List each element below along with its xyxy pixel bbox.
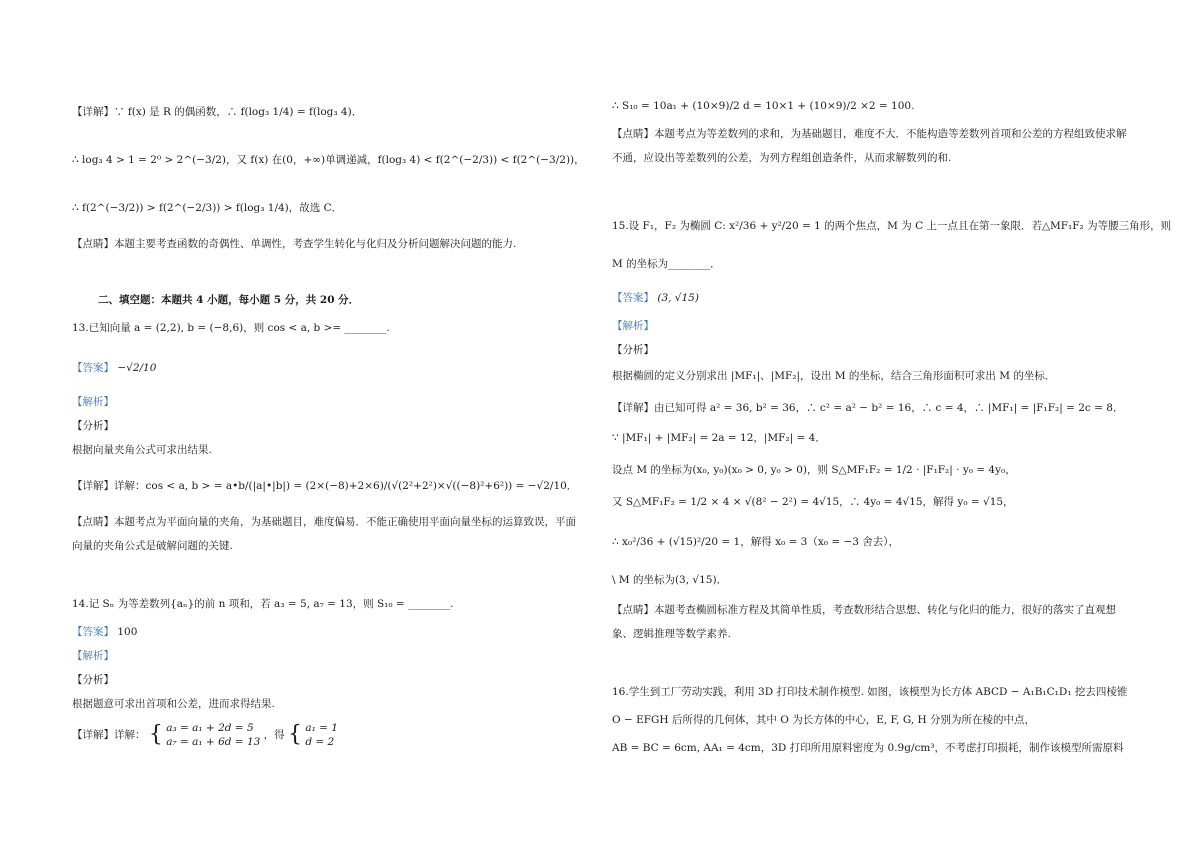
jiexi-label: 【解析】 (72, 650, 114, 662)
q12-detail-line3: ∴ f(2^(−3/2)) > f(2^(−2/3)) > f(log₃ 1/4)，故选 C． (72, 202, 343, 214)
answer-label: 【答案】 (612, 292, 654, 304)
q14-detail-prefix: 【详解】详解： (72, 729, 146, 741)
q15-dianjing-line1: 【点睛】本题考查椭圆标准方程及其简单性质，考查数形结合思想、转化与化归的能力，很好的落实了直观想 (612, 604, 1116, 616)
fenxi-label: 【分析】 (612, 344, 654, 356)
q14-sum-line: ∴ S₁₀ = 10a₁ + (10×9)/2 d = 10×1 + (10×9)/2 ×2 = 100. (612, 100, 915, 112)
q15-answer: (3, √15) (657, 292, 699, 304)
answer-label: 【答案】 (72, 626, 114, 638)
q15-detail-line2: ∵ |MF₁| + |MF₂| = 2a = 12，|MF₂| = 4． (612, 432, 826, 444)
q14-sol2: d = 2 (305, 736, 335, 748)
q14-question: 14.记 Sₙ 为等差数列{aₙ}的前 n 项和，若 a₃ = 5, a₇ = 13，则 S₁₀ = ________. (72, 598, 454, 610)
q13-fenxi: 根据向量夹角公式可求出结果. (72, 444, 212, 456)
fenxi-label: 【分析】 (72, 674, 114, 686)
q15-detail-line3: 设点 M 的坐标为(x₀, y₀)(x₀ > 0, y₀ > 0)，则 S△MF₁F₂ = 1/2 · |F₁F₂| · y₀ = 4y₀， (612, 464, 1016, 476)
q13-answer: −√2/10 (117, 362, 157, 374)
q14-system (166, 721, 260, 749)
q14-dianjing-line2: 不通，应设出等差数列的公差，为列方程组创造条件，从而求解数列的和. (612, 152, 952, 164)
q13-detail: 【详解】详解：cos < a, b > = a•b/(|a|•|b|) = (2×(−8)+2×6)/(√(2²+2²)×√((−8)²+6²)) = −√2/10． (72, 480, 578, 492)
q13-dianjing-line2: 向量的夹角公式是破解问题的关键. (72, 540, 233, 552)
jiexi-label: 【解析】 (72, 396, 114, 408)
q15-fenxi: 根据椭圆的定义分别求出 |MF₁|、|MF₂|，设出 M 的坐标，结合三角形面积可求出 M 的坐标． (612, 370, 1056, 382)
q13-dianjing-line1: 【点睛】本题考点为平面向量的夹角，为基础题目，难度偏易．不能正确使用平面向量坐标的运算致误，平面 (72, 516, 576, 528)
q14-solution (305, 721, 338, 749)
brace-symbol: { (288, 722, 302, 747)
answer-label: 【答案】 (72, 362, 114, 374)
q14-sol1: a₁ = 1 (305, 722, 338, 734)
q14-fenxi: 根据题意可求出首项和公差，进而求得结果. (72, 698, 275, 710)
q15-dianjing-line2: 象、逻辑推理等数学素养. (612, 628, 731, 640)
q12-dianjing: 【点睛】本题主要考查函数的奇偶性、单调性，考查学生转化与化归及分析问题解决问题的能力. (72, 238, 517, 250)
q13-answer-row (72, 360, 156, 376)
q14-detail (72, 720, 338, 750)
q15-answer-row (612, 290, 699, 306)
q16-question-line1: 16.学生到工厂劳动实践，利用 3D 打印技术制作模型. 如图，该模型为长方体 ABCD − A₁B₁C₁D₁ 挖去四棱锥 (612, 686, 1128, 698)
q14-de: ，得 (263, 729, 285, 741)
q15-question-line2: M 的坐标为________． (612, 258, 721, 270)
q15-detail-line6: \ M 的坐标为(3, √15)． (612, 574, 728, 586)
q14-eq1: a₃ = a₁ + 2d = 5 (166, 722, 254, 734)
q12-detail-line2: ∴ log₃ 4 > 1 = 2⁰ > 2^(−3/2)，又 f(x) 在(0，+∞)单调递减，f(log₃ 4) < f(2^(−2/3)) < f(2^(−3/2))， (72, 154, 585, 166)
q16-question-line3: AB = BC = 6cm, AA₁ = 4cm，3D 打印所用原料密度为 0.9g/cm³，不考虑打印损耗，制作该模型所需原料 (612, 742, 1124, 754)
q14-answer: 100 (117, 626, 138, 638)
q14-answer-row (72, 624, 137, 640)
q14-dianjing-line1: 【点睛】本题考点为等差数列的求和，为基础题目，难度不大．不能构造等差数列首项和公差的方程组致使求解 (612, 128, 1127, 140)
q14-eq2: a₇ = a₁ + 6d = 13 (166, 736, 261, 748)
q16-question-line2: O − EFGH 后所得的几何体，其中 O 为长方体的中心，E, F, G, H 分别为所在棱的中点， (612, 714, 1036, 726)
q12-detail-line1: 【详解】∵ f(x) 是 R 的偶函数，∴ f(log₃ 1/4) = f(log₃ 4)． (72, 106, 363, 118)
q15-detail-line1: 【详解】由已知可得 a² = 36, b² = 36，∴ c² = a² − b² = 16，∴ c = 4，∴ |MF₁| = |F₁F₂| = 2c = 8． (612, 402, 1124, 414)
q13-question: 13.已知向量 a = (2,2), b = (−8,6)，则 cos < a, b >= ________. (72, 322, 390, 334)
fenxi-label: 【分析】 (72, 420, 114, 432)
jiexi-label: 【解析】 (612, 320, 654, 332)
q15-detail-line4: 又 S△MF₁F₂ = 1/2 × 4 × √(8² − 2²) = 4√15，∴ 4y₀ = 4√15，解得 y₀ = √15， (612, 496, 1014, 508)
q15-detail-line5: ∴ x₀²/36 + (√15)²/20 = 1，解得 x₀ = 3（x₀ = −3 舍去）， (612, 536, 900, 548)
q15-question-line1: 15.设 F₁，F₂ 为椭圆 C: x²/36 + y²/20 = 1 的两个焦点，M 为 C 上一点且在第一象限．若△MF₁F₂ 为等腰三角形，则 (612, 220, 1172, 232)
brace-symbol: { (148, 722, 163, 747)
section-heading: 二、填空题：本题共 4 小题，每小题 5 分，共 20 分． (98, 294, 360, 306)
